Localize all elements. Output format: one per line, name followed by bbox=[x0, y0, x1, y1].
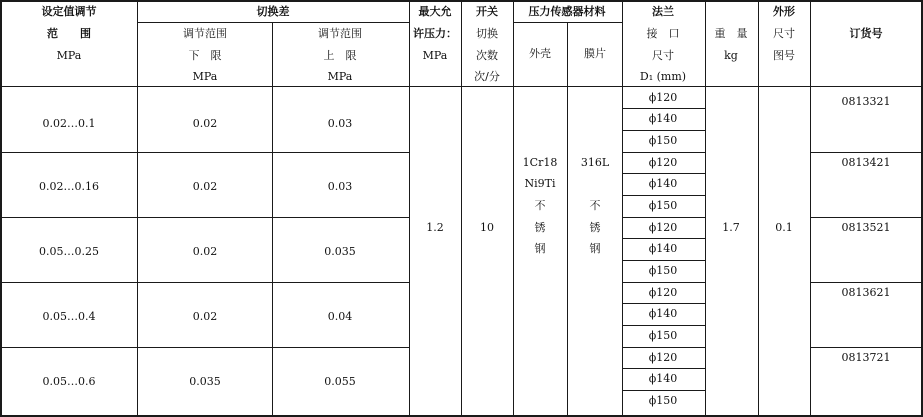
flange-cell: ϕ150 bbox=[648, 394, 678, 407]
row-line bbox=[622, 282, 706, 283]
header-upper-line2: 上 限 bbox=[323, 49, 357, 62]
grid-line bbox=[137, 22, 409, 23]
row-line bbox=[0, 347, 410, 348]
header-upper-line1: 调节范围 bbox=[318, 27, 362, 40]
outline-value: 0.1 bbox=[775, 221, 793, 234]
lower-cell: 0.035 bbox=[189, 375, 221, 388]
header-upper-unit: MPa bbox=[327, 70, 353, 83]
header-outline-line1: 外形 bbox=[773, 5, 795, 18]
row-line bbox=[622, 108, 706, 109]
upper-cell: 0.055 bbox=[324, 375, 356, 388]
membrane-material-line: 钢 bbox=[589, 242, 601, 255]
grid-line bbox=[622, 0, 623, 417]
flange-cell: ϕ150 bbox=[648, 264, 678, 277]
shell-material-line: Ni9Ti bbox=[524, 177, 556, 190]
flange-cell: ϕ150 bbox=[648, 134, 678, 147]
row-line bbox=[0, 152, 410, 153]
shell-material-line: 1Cr18 bbox=[522, 156, 558, 169]
range-cell: 0.02…0.16 bbox=[39, 180, 99, 193]
header-flange-line1: 法兰 bbox=[652, 5, 674, 18]
order-no-cell: 0813321 bbox=[841, 95, 891, 108]
row-line bbox=[622, 130, 706, 131]
lower-cell: 0.02 bbox=[192, 117, 218, 130]
range-cell: 0.05…0.25 bbox=[39, 245, 99, 258]
flange-cell: ϕ140 bbox=[648, 307, 678, 320]
shell-material-line: 锈 bbox=[534, 221, 546, 234]
row-line bbox=[622, 325, 706, 326]
grid-line bbox=[810, 0, 811, 417]
header-lower-line2: 下 限 bbox=[188, 49, 222, 62]
row-line bbox=[810, 347, 923, 348]
header-switch-count-unit: 次/分 bbox=[474, 70, 500, 83]
flange-cell: ϕ150 bbox=[648, 329, 678, 342]
row-line bbox=[622, 152, 706, 153]
range-cell: 0.05…0.4 bbox=[42, 310, 96, 323]
upper-cell: 0.035 bbox=[324, 245, 356, 258]
row-line bbox=[622, 368, 706, 369]
header-sensor-material: 压力传感器材料 bbox=[528, 5, 606, 18]
row-line bbox=[622, 347, 706, 348]
lower-cell: 0.02 bbox=[192, 180, 218, 193]
flange-cell: ϕ140 bbox=[648, 177, 678, 190]
grid-line bbox=[567, 22, 568, 417]
header-flange-unit: D₁ (mm) bbox=[639, 70, 687, 83]
lower-cell: 0.02 bbox=[192, 310, 218, 323]
row-line bbox=[810, 282, 923, 283]
header-weight: 重 量 bbox=[714, 27, 748, 40]
grid-line bbox=[758, 0, 759, 417]
order-no-cell: 0813421 bbox=[841, 156, 891, 169]
flange-cell: ϕ140 bbox=[648, 372, 678, 385]
flange-cell: ϕ140 bbox=[648, 242, 678, 255]
grid-line bbox=[272, 22, 273, 417]
header-switch-diff: 切换差 bbox=[256, 5, 290, 18]
switch-count-value: 10 bbox=[480, 221, 494, 234]
flange-cell: ϕ120 bbox=[648, 351, 678, 364]
header-shell: 外壳 bbox=[529, 47, 551, 60]
header-setting-range-unit: MPa bbox=[56, 49, 82, 62]
row-line bbox=[810, 152, 923, 153]
header-switch-count-line2: 切换 bbox=[476, 27, 498, 40]
row-line bbox=[622, 217, 706, 218]
grid-line bbox=[137, 0, 138, 417]
header-switch-count-line3: 次数 bbox=[476, 49, 498, 62]
flange-cell: ϕ150 bbox=[648, 199, 678, 212]
max-pressure-value: 1.2 bbox=[426, 221, 444, 234]
row-line bbox=[622, 238, 706, 239]
row-line bbox=[622, 303, 706, 304]
grid-line bbox=[513, 0, 514, 417]
header-lower-unit: MPa bbox=[192, 70, 218, 83]
header-max-pressure-line2: 许压力： bbox=[413, 27, 457, 40]
flange-cell: ϕ140 bbox=[648, 112, 678, 125]
shell-material-line: 不 bbox=[534, 199, 546, 212]
header-flange-line3: 尺寸 bbox=[652, 49, 674, 62]
order-no-cell: 0813621 bbox=[841, 286, 891, 299]
shell-material-line: 钢 bbox=[534, 242, 546, 255]
order-no-cell: 0813521 bbox=[841, 221, 891, 234]
upper-cell: 0.03 bbox=[327, 180, 353, 193]
flange-cell: ϕ120 bbox=[648, 286, 678, 299]
grid-line bbox=[705, 0, 706, 417]
row-line bbox=[622, 173, 706, 174]
header-max-pressure-line1: 最大允 bbox=[418, 5, 452, 18]
range-cell: 0.02…0.1 bbox=[42, 117, 96, 130]
membrane-material-line: 316L bbox=[580, 156, 610, 169]
row-line bbox=[0, 282, 410, 283]
row-line bbox=[0, 217, 410, 218]
header-setting-range-line1: 设定值调节 bbox=[41, 5, 97, 18]
row-line bbox=[622, 390, 706, 391]
flange-cell: ϕ120 bbox=[648, 221, 678, 234]
header-lower-line1: 调节范围 bbox=[183, 27, 227, 40]
row-line bbox=[622, 195, 706, 196]
row-line bbox=[810, 217, 923, 218]
membrane-material-line: 锈 bbox=[589, 221, 601, 234]
header-weight-unit: kg bbox=[724, 49, 738, 62]
header-flange-line2: 接 口 bbox=[646, 27, 680, 40]
header-max-pressure-unit: MPa bbox=[422, 49, 448, 62]
table-border-left bbox=[0, 0, 2, 417]
range-cell: 0.05…0.6 bbox=[42, 375, 96, 388]
order-no-cell: 0813721 bbox=[841, 351, 891, 364]
grid-line bbox=[409, 0, 410, 417]
flange-cell: ϕ120 bbox=[648, 156, 678, 169]
lower-cell: 0.02 bbox=[192, 245, 218, 258]
header-setting-range-line2: 范 围 bbox=[47, 27, 91, 40]
upper-cell: 0.03 bbox=[327, 117, 353, 130]
membrane-material-line: 不 bbox=[589, 199, 601, 212]
grid-line bbox=[461, 0, 462, 417]
flange-cell: ϕ120 bbox=[648, 91, 678, 104]
upper-cell: 0.04 bbox=[327, 310, 353, 323]
header-membrane: 膜片 bbox=[584, 47, 606, 60]
weight-value: 1.7 bbox=[722, 221, 740, 234]
header-switch-count-line1: 开关 bbox=[476, 5, 498, 18]
row-line bbox=[622, 260, 706, 261]
header-outline-line3: 图号 bbox=[773, 49, 795, 62]
header-order-no: 订货号 bbox=[849, 27, 883, 40]
header-outline-line2: 尺寸 bbox=[773, 27, 795, 40]
